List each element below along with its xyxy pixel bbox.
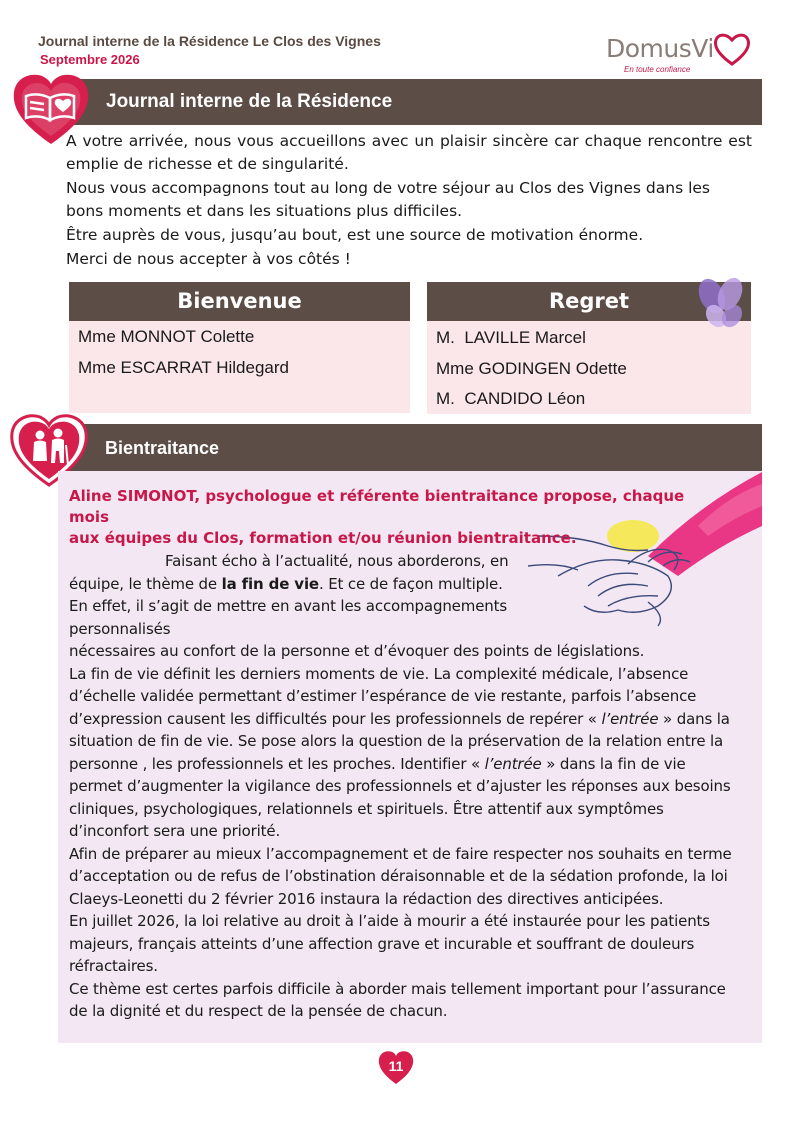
- body-text-fragment: . Et ce de façon multiple.: [318, 574, 503, 593]
- body-line: [69, 573, 746, 596]
- intro-paragraph: Nous vous accompagnons tout au long de votre séjour au Clos des Vignes dans les bons moments et dans les situations plus difficiles.: [66, 179, 710, 220]
- body-line: d’acceptation ou de refus de l’obstination déraisonnable et de la sédation profonde, la loi: [69, 867, 728, 885]
- intro-paragraph: Merci de nous accepter à vos côtés !: [66, 250, 351, 268]
- body-line: Claeys-Leonetti du 2 février 2016 instaura la rédaction des directives anticipées.: [69, 889, 664, 908]
- bientraitance-body: [69, 550, 746, 1023]
- body-bold-fragment: la fin de vie: [221, 574, 319, 593]
- body-line: d’inconfort sera une priorité.: [69, 822, 281, 840]
- body-text-fragment: personne , les professionnels et les proches. Identifier «: [69, 754, 485, 773]
- welcome-name: Mme ESCARRAT Hildegard: [78, 358, 289, 377]
- intro-paragraph: Être auprès de vous, jusqu’au bout, est une source de motivation énorme.: [66, 226, 644, 244]
- intro-paragraph: A votre arrivée, nous vous accueillons avec un plaisir sincère car chaque rencontre est emplie de richesse et de singularité.: [66, 132, 752, 173]
- body-line: Afin de préparer au mieux l’accompagnement et de faire respecter nos souhaits en terme: [69, 844, 732, 863]
- body-line: d’échelle validée permettant d’estimer l’espérance de vie restante, parfois l’absence: [69, 687, 697, 705]
- body-text-fragment: » dans la: [658, 709, 730, 728]
- logo-wordmark: DomusVi: [606, 34, 714, 63]
- section-bientraitance-title: Bientraitance: [105, 438, 220, 458]
- section-journal-title: Journal interne de la Résidence: [106, 91, 393, 112]
- body-line: cliniques, psychologiques, relationnels et spirituels. Être attentif aux symptômes: [69, 799, 664, 818]
- body-line: Faisant écho à l’actualité, nous aborderons, en: [165, 552, 509, 570]
- intro-text: [66, 130, 752, 272]
- regret-name: M. CANDIDO Léon: [436, 389, 586, 408]
- regret-name: Mme GODINGEN Odette: [436, 359, 627, 378]
- body-text-fragment: » dans la fin de vie: [541, 754, 686, 773]
- body-line: situation de fin de vie. Se pose alors la question de la préservation de la relation entre la: [69, 732, 724, 750]
- body-italic-fragment: l’entrée: [484, 754, 542, 773]
- welcome-list: [69, 321, 410, 413]
- body-line: réfractaires.: [69, 957, 158, 975]
- section-bientraitance-header: [58, 424, 762, 471]
- logo-tagline: En toute confiance: [624, 65, 691, 74]
- bientraitance-intro: [69, 486, 709, 549]
- page-number: 11: [388, 1058, 404, 1074]
- journal-title: Journal interne de la Résidence Le Clos des Vignes: [38, 33, 381, 49]
- body-italic-fragment: l’entrée: [601, 709, 659, 728]
- body-line: En juillet 2026, la loi relative au droit à l’aide à mourir a été instaurée pour les patients: [69, 912, 710, 930]
- body-text-fragment: équipe, le thème de: [69, 574, 222, 593]
- bientraitance-intro-line: aux équipes du Clos, formation et/ou réunion bientraitance.: [69, 529, 577, 547]
- body-line: En effet, il s’agit de mettre en avant les accompagnements: [69, 597, 508, 615]
- logo-heart-icon: [712, 32, 752, 66]
- body-text-fragment: d’expression causent les difficultés pour les professionnels de repérer «: [69, 709, 602, 728]
- domusvi-logo: [606, 30, 756, 78]
- body-line: [69, 708, 746, 731]
- body-line: Ce thème est certes parfois difficile à aborder mais tellement important pour l’assurance: [69, 979, 726, 998]
- welcome-title: Bienvenue: [69, 282, 410, 321]
- bientraitance-intro-line: Aline SIMONOT, psychologue et référente bientraitance propose, chaque mois: [69, 487, 685, 526]
- body-line: nécessaires au confort de la personne et d’évoquer des points de législations.: [69, 642, 645, 660]
- regret-list: [427, 321, 751, 414]
- body-line: La fin de vie définit les derniers moments de vie. La complexité médicale, l’absence: [69, 664, 689, 683]
- regret-name: M. LAVILLE Marcel: [436, 328, 586, 347]
- body-line: permet d’augmenter la vigilance des professionnels et d’ajuster les réponses aux besoins: [69, 777, 731, 795]
- body-line: [69, 753, 746, 776]
- welcome-name: Mme MONNOT Colette: [78, 327, 255, 346]
- regret-title: Regret: [427, 282, 751, 321]
- body-line: personnalisés: [69, 619, 171, 638]
- butterfly-icon: [690, 272, 752, 334]
- body-line: majeurs, français atteints d’une affection grave et incurable et souffrant de douleurs: [69, 934, 695, 953]
- body-line: de la dignité et du respect de la pensée de chacun.: [69, 1002, 448, 1020]
- section-journal-header: [58, 79, 762, 125]
- issue-date: Septembre 2026: [40, 52, 140, 67]
